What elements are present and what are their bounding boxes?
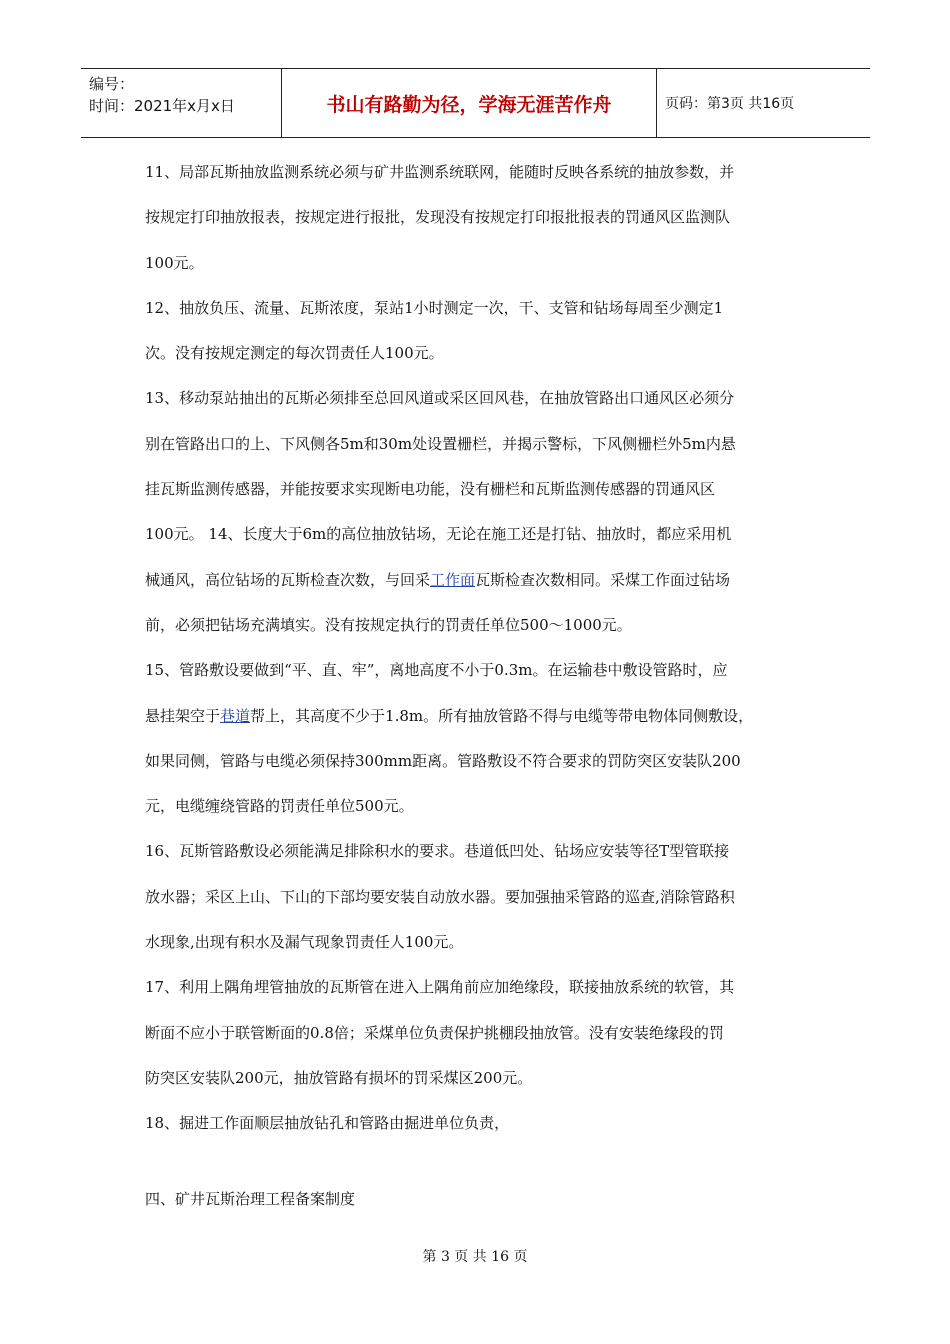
text-line: 放水器；采区上山、下山的下部均要安装自动放水器。要加强抽采管路的巡查,消除管路积 [145, 887, 735, 906]
header-page-number: 页码：第3页 共16页 [665, 96, 795, 112]
number-label: 编号： [89, 75, 135, 93]
text-line: 100元。 14、长度大于6m的高位抽放钻场，无论在施工还是打钻、抽放时，都应采用机 [145, 525, 732, 544]
text-line: 挂瓦斯监测传感器，并能按要求实现断电功能，没有栅栏和瓦斯监测传感器的罚通风区 [145, 480, 716, 499]
text-line [145, 566, 815, 611]
text-line: 别在管路出口的上、下风侧各5m和30m处设置栅栏，并揭示警标，下风侧栅栏外5m内悬 [145, 434, 736, 453]
text-segment: 械通风，高位钻场的瓦斯检查次数，与回采 [145, 570, 431, 589]
text-segment: 瓦斯检查次数相同。采煤工作面过钻场 [475, 570, 731, 589]
header-motto: 书山有路勤为径，学海无涯苦作舟 [326, 93, 612, 116]
text-line: 水现象,出现有积水及漏气现象罚责任人100元。 [145, 933, 464, 952]
section-heading: 四、矿井瓦斯治理工程备案制度 [145, 1190, 356, 1208]
text-segment: 帮上，其高度不少于1.8m。所有抽放管路不得与电缆等带电物体同侧敷设， [250, 706, 754, 725]
text-line: 16、瓦斯管路敷设必须能满足排除积水的要求。巷道低凹处、钻场应安装等径T型管联接 [145, 842, 730, 861]
text-segment: 悬挂架空于 [145, 706, 221, 725]
text-line: 15、管路敷设要做到“平、直、牢”，离地高度不小于0.3m。在运输巷中敷设管路时，应 [145, 661, 728, 680]
text-line: 如果同侧，管路与电缆必须保持300mm距离。管路敷设不符合要求的罚防突区安装队200 [145, 751, 741, 770]
link-roadway[interactable]: 巷道 [220, 706, 251, 725]
text-line: 100元。 [145, 253, 204, 272]
text-line: 前，必须把钻场充满填实。没有按规定执行的罚责任单位500～1000元。 [145, 615, 632, 634]
text-line: 12、抽放负压、流量、瓦斯浓度，泵站1小时测定一次，干、支管和钻场每周至少测定1 [145, 298, 724, 317]
text-line: 次。没有按规定测定的每次罚责任人100元。 [145, 344, 444, 363]
document-body [145, 158, 815, 1155]
header-divider [656, 69, 657, 137]
text-line: 11、局部瓦斯抽放监测系统必须与矿井监测系统联网，能随时反映各系统的抽放参数，并 [145, 163, 735, 181]
text-line: 断面不应小于联管断面的0.8倍；采煤单位负责保护挑棚段抽放管。没有安装绝缘段的罚 [145, 1023, 724, 1042]
text-line: 13、移动泵站抽出的瓦斯必须排至总回风道或采区回风巷，在抽放管路出口通风区必须分 [145, 389, 735, 408]
page-header [81, 68, 870, 138]
text-line [145, 702, 815, 747]
text-line: 防突区安装队200元，抽放管路有损坏的罚采煤区200元。 [145, 1068, 533, 1087]
text-line: 17、利用上隅角埋管抽放的瓦斯管在进入上隅角前应加绝缘段，联接抽放系统的软管，其 [145, 978, 735, 997]
header-meta [89, 73, 235, 117]
text-line: 按规定打印抽放报表，按规定进行报批，发现没有按规定打印报批报表的罚通风区监测队 [145, 208, 731, 227]
time-label: 时间：2021年x月x日 [89, 97, 235, 115]
text-line: 元，电缆缠绕管路的罚责任单位500元。 [145, 797, 414, 816]
page-footer: 第 3 页 共 16 页 [422, 1249, 528, 1265]
link-working-face[interactable]: 工作面 [430, 570, 476, 589]
text-line: 18、掘进工作面顺层抽放钻孔和管路由掘进单位负责， [145, 1114, 510, 1133]
